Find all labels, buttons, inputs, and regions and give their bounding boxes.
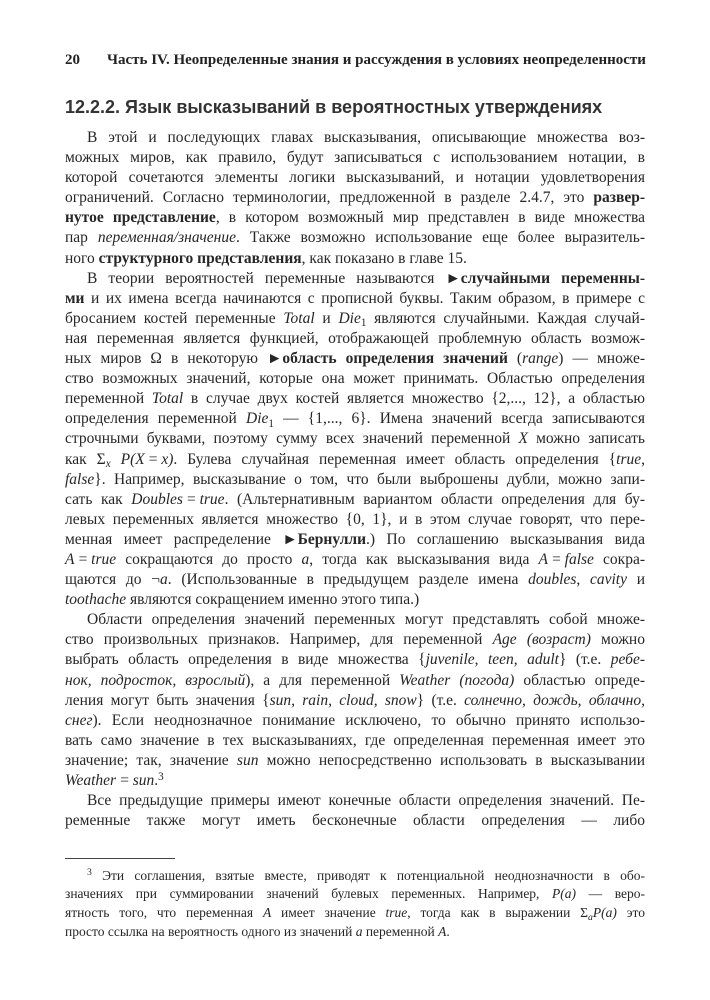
text-run: ятность того, что переменная (65, 905, 263, 920)
text-run: переменной (65, 390, 152, 408)
text-run: выбрать область определения в виде множества { (65, 651, 426, 669)
text-run: . (446, 923, 450, 939)
italic-text: Doubles = true (131, 490, 225, 508)
italic-text: range (522, 350, 559, 368)
italic-text: a (355, 923, 363, 939)
bold-term: ►Бернулли (282, 530, 367, 548)
italic-text: a (301, 550, 310, 568)
text-line (65, 269, 645, 289)
bold-term: ми (65, 289, 85, 307)
text-run: Все предыдущие примеры имеют конечные области определения значений. Пе- (87, 792, 645, 810)
bold-term: ►случайными переменны- (445, 269, 646, 287)
text-run: , в котором возможный мир представлен в виде множества (215, 209, 646, 227)
text-run: и (626, 571, 646, 589)
text-run: бросанием костей переменные (65, 309, 284, 327)
text-line (65, 923, 645, 942)
text-line (65, 429, 645, 449)
text-line (65, 329, 645, 349)
text-line (65, 610, 645, 630)
text-line (65, 249, 645, 269)
italic-text: Die (338, 309, 361, 327)
text-run: .) По соглашению высказывания вида (366, 530, 645, 548)
text-run: менная имеет распределение (65, 530, 283, 548)
paragraph (65, 610, 645, 791)
text-line (65, 128, 645, 148)
text-run: являются сокращением именно этого типа.) (126, 591, 420, 609)
text-line (65, 490, 645, 510)
italic-text: true (385, 905, 408, 920)
text-run: вать само значение в тех высказываниях, где определенная переменная имеет это (65, 731, 645, 749)
text-line (65, 208, 645, 228)
text-line (65, 470, 645, 490)
page-number: 20 (65, 52, 80, 68)
text-run: . Булева случайная переменная имеет область определения { (173, 450, 617, 468)
text-line (65, 349, 645, 369)
italic-text: Total (283, 309, 315, 327)
text-line (65, 711, 645, 731)
italic-text: Age (возраст) (492, 631, 591, 649)
text-run: в случае двух костей является множество {2,..., 12}, а областью (183, 390, 645, 408)
subscript: x (105, 457, 111, 470)
text-line (65, 904, 645, 923)
text-line (65, 630, 645, 650)
italic-text: false (65, 470, 95, 488)
text-line (65, 867, 645, 886)
text-run: Области определения значений переменных могут представлять собой множе- (87, 611, 645, 629)
italic-text: sun (236, 751, 259, 769)
text-run: } (т.е. (558, 651, 611, 669)
text-run: . (Альтернативным вариантом области определения для бу- (224, 490, 645, 508)
text-run: ных миров Ω в некоторую (65, 350, 268, 368)
text-line (65, 671, 645, 691)
text-line (65, 168, 645, 188)
text-run: В этой и последующих главах высказывания, описывающие множества воз- (87, 129, 645, 146)
text-run: , как показано в главе 15. (301, 249, 467, 267)
bold-term: ►область определения значений (267, 350, 508, 368)
text-line (65, 369, 645, 389)
text-line (65, 389, 645, 409)
text-line (65, 791, 645, 811)
text-run: , тогда как в выражении Σ (407, 905, 589, 920)
text-run: областью опреде- (514, 671, 645, 689)
text-line (65, 409, 645, 429)
text-line (65, 771, 645, 791)
bold-term: развер- (593, 189, 645, 207)
italic-text: Weather = sun (65, 772, 155, 789)
italic-text: снег (65, 711, 93, 729)
text-run: левых переменных является множество {0, 1}, и в этом случае говорят, что пере- (65, 510, 645, 528)
text-run: сокра- (593, 550, 646, 568)
text-run: , тогда как высказывания вида (309, 550, 539, 568)
text-line (65, 188, 645, 208)
text-line (65, 731, 645, 751)
italic-text: toothache (65, 591, 127, 609)
italic-text: ребе- (610, 651, 645, 669)
italic-text: doubles (528, 571, 577, 589)
text-run: можных миров, как правило, будут записываться с использованием нотации, в (65, 149, 645, 167)
text-run: которой сочетаются элементы логики высказываний, и нотации удовлетворения (65, 169, 645, 187)
text-run: В теории вероятностей переменные называются (87, 269, 446, 287)
text-line (65, 228, 645, 248)
text-run: . (Использованные в предыдущем разделе имена (167, 571, 529, 589)
text-run: сокращаются до просто (116, 550, 302, 568)
text-run: имеет значение (271, 905, 386, 920)
footnote (65, 867, 645, 942)
text-run: являются случайными. Каждая случай- (366, 309, 645, 327)
text-run: . (154, 772, 159, 789)
italic-text: переменная/значение (97, 229, 236, 247)
italic-text: X (518, 430, 528, 448)
paragraph (65, 791, 645, 831)
text-run: значениях при суммировании значений булевых переменных. Например, (65, 886, 553, 902)
text-run: — {1,..., 6}. Имена значений всегда записываются (273, 410, 645, 428)
body-text (65, 128, 645, 831)
text-run: ство произвольных признаков. Например, для переменной (65, 631, 493, 649)
italic-text: Weather (погода) (399, 671, 515, 689)
text-run: щаются до ¬ (65, 571, 160, 589)
text-run: можно непосредственно использовать в высказывании (258, 751, 645, 769)
text-run: }. Например, высказывание о том, что были выброшены дубли, можно запи- (94, 470, 645, 488)
subscript: a (588, 911, 593, 923)
text-run: } (т.е. (416, 691, 465, 709)
italic-text: A (438, 923, 447, 939)
text-line (65, 691, 645, 711)
text-run: ная переменная является функцией, отображающей проблемную область возмож- (65, 329, 645, 347)
italic-text: нок, подросток, взрослый (65, 671, 246, 689)
text-run: ство возможных значений, которые она может принимать. Областью определения (65, 370, 645, 388)
subscript: 1 (268, 417, 274, 430)
text-line (65, 650, 645, 670)
text-line (65, 811, 645, 831)
text-run: можно записать (527, 430, 645, 448)
text-line (65, 590, 645, 610)
text-run: строчными буквами, поэтому сумму всех значений переменной (65, 430, 519, 448)
text-line (65, 309, 645, 329)
text-run: это (616, 905, 645, 920)
text-run: ограничений. Согласно терминологии, предложенной в разделе 2.4.7, это (65, 189, 594, 207)
text-run: ), а для переменной (245, 671, 400, 689)
paragraph (65, 269, 645, 611)
text-line (65, 510, 645, 530)
text-line (65, 885, 645, 904)
text-run: как Σ (65, 450, 106, 468)
italic-text: sun, rain, cloud, snow (269, 691, 417, 709)
footnote-rule (65, 858, 175, 859)
italic-text: true (616, 450, 642, 468)
bold-term: нутое представление (65, 209, 216, 227)
text-run: ). Если неоднозначное понимание исключено, то обычно принято использо- (92, 711, 645, 729)
text-run: , (576, 571, 590, 589)
text-run: — веро- (576, 886, 645, 902)
text-run: и их имена всегда начинаются с прописной буквы. Таким образом, в примере с (84, 289, 645, 307)
italic-text: P(X = x) (110, 450, 174, 468)
text-run: просто ссылка на вероятность одного из значений (65, 923, 356, 939)
italic-text: juvenile, teen, adult (425, 651, 559, 669)
text-run: переменной (362, 923, 439, 939)
text-line (65, 148, 645, 168)
text-run: ( (507, 350, 523, 368)
text-run: сать как (65, 490, 132, 508)
paragraph (65, 128, 645, 269)
text-run: значение; так, значение (65, 751, 237, 769)
text-line (65, 450, 645, 470)
italic-text: A = true (65, 550, 117, 568)
text-run: ) — множе- (558, 350, 645, 368)
text-run: ления могут быть значения { (65, 691, 270, 709)
italic-text: A (262, 905, 272, 920)
subscript: 1 (360, 317, 367, 330)
italic-text: Die (246, 410, 269, 428)
text-run: . Также возможно использование еще более выразитель- (236, 229, 645, 247)
text-run: пар (65, 229, 98, 247)
text-line (65, 289, 645, 309)
text-run: ременные также могут иметь бесконечные области определения — либо (65, 812, 645, 830)
text-run: , (641, 450, 645, 468)
running-title: Часть IV. Неопределенные знания и рассуждения в условиях неопределенности (107, 52, 646, 68)
bold-term: структурного представления (98, 249, 302, 267)
running-header (65, 50, 645, 70)
text-run: можно (590, 631, 645, 649)
italic-text: P(a) (552, 886, 577, 902)
text-line (65, 530, 645, 550)
italic-text: Total (151, 390, 184, 408)
text-run: Эти соглашения, взятые вместе, приводят к потенциальной неоднозначности в обо- (91, 867, 645, 883)
text-run: определения переменной (65, 410, 246, 428)
text-line (65, 570, 645, 590)
section-heading: 12.2.2. Язык высказываний в вероятностных утверждениях (65, 97, 603, 117)
italic-text: A = false (538, 550, 594, 568)
footnote-marker: 3 (87, 867, 92, 879)
italic-text: a (160, 571, 168, 589)
text-line (65, 550, 645, 570)
italic-text: cavity (589, 571, 627, 589)
text-run: и (314, 309, 339, 327)
italic-text: P(a) (592, 905, 617, 920)
italic-text: солнечно, дождь, облачно, (464, 691, 645, 709)
text-line (65, 751, 645, 771)
text-run: ного (65, 249, 99, 267)
footnote-marker: 3 (158, 770, 164, 783)
